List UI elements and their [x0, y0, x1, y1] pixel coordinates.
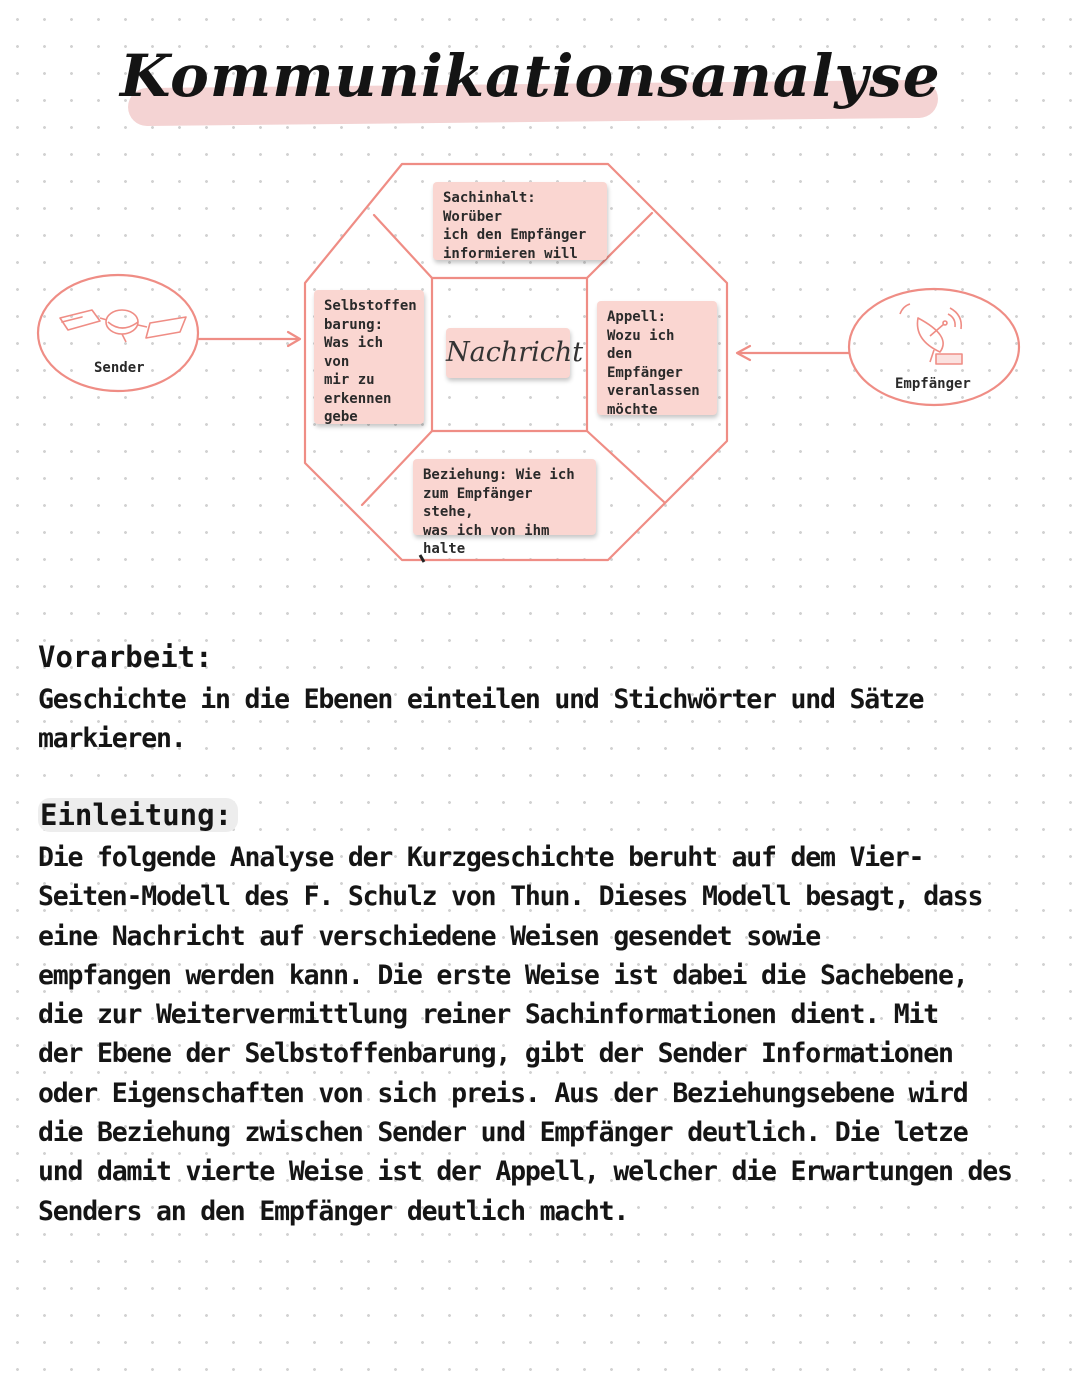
sender-label: Sender: [94, 360, 145, 376]
sachinhalt-card: Sachinhalt: Worüber ich den Empfänger informieren will: [433, 182, 607, 260]
selbstoffenbarung-card: Selbstoffen barung: Was ich von mir zu erkennen gebe: [314, 290, 424, 424]
vorarbeit-heading: [38, 640, 213, 674]
einleitung-heading-text: Einleitung:: [38, 798, 238, 832]
page-title: Kommunikationsanalyse: [120, 42, 941, 110]
receiver-label: Empfänger: [895, 376, 971, 392]
nachricht-card: Nachricht: [446, 328, 570, 378]
satellite-dish-icon: [900, 304, 962, 364]
appell-card: Appell: Wozu ich den Empfänger veranlassen möchte: [597, 301, 717, 415]
connector-top-left: [374, 215, 432, 278]
vorarbeit-text: Geschichte in die Ebenen einteilen und Stichwörter und Sätze markieren.: [38, 684, 924, 755]
vorarbeit-heading-text: Vorarbeit:: [38, 640, 213, 674]
einleitung-heading: [38, 798, 238, 832]
satellite-icon: [60, 310, 186, 342]
einleitung-text: Die folgende Analyse der Kurzgeschichte beruht auf dem Vier- Seiten-Modell des F. Schulz von Thun. Dieses Modell besagt, dass eine Nachricht auf verschiedene Weisen gesendet sowie empfangen werden kann. Die erste Weise ist dabei die Sachebene, die zur Weitervermittlung reiner Sachinformationen dient. Mit der Ebene der Selbstoffenbarung, gibt der Sender Informationen oder Eigenschaften von sich preis. Aus der Beziehungsebene wird die Beziehung zwischen Sender und Empfänger deutlich. Die letze und damit vierte Weise ist der Appell, welcher die Erwartungen des Senders an den Empfänger deutlich macht.: [38, 842, 1012, 1227]
beziehung-card: Beziehung: Wie ich zum Empfänger stehe, was ich von ihm halte: [413, 459, 596, 535]
connector-bottom-right: [587, 431, 664, 502]
